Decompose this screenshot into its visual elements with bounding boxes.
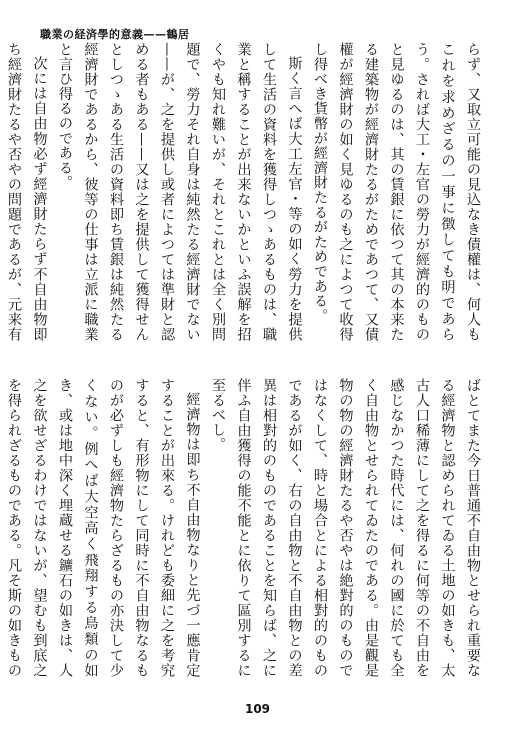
paragraph: 次には自由物必ず經濟財たらず不自由物即ち經濟財たるや否やの問題であるが、元来有 — [6, 42, 48, 342]
page-number: 109 — [244, 702, 271, 716]
paragraph: 經濟物は即ち不自由物なりと先づ一應肯定することが出來る。けれども委細に之を考究すると、有形物にして同時に不自由物なるものが必ずしも經濟物たらざるもの亦決して少くない。例へば大空高く飛翔する鳥類の如き、或は地中深く埋蔵せる鑛石の如きは、人之を欲せざるわけではないが、望むも到底之を得られざるものである。凡そ斯の如きもの — [6, 378, 201, 678]
lower-text-block — [6, 378, 485, 678]
paragraph: ばとてまた今日普通不自由物とせられ重要なる經濟物と認められてゐる土地の如きも、太古人口稀薄にして之を得るに何等の不自由を感じなかつた時代には、何れの國に於ても全く自由物とせられてゐたのである。由是觀是物の物の經濟財たるや否やは絶對的のものではなくして、時と場合とによる相對的のものであるが如く、右の自由物と不自由物との差異は相對的のものであることを知らば、之に伴ふ自由獲得の能不能とに依りて區別するに至るべし。 — [210, 378, 481, 678]
paragraph: らず、又取立可能の見込なき債權は、何人もこれを求めざるの一事に徴しても明であらう。されば大工・左官の勞力が經濟的のものと見ゆるのは、其の賃銀に依つて其の本来たる建築物が經濟財たるがためであつて、又債權が經濟財の如く見ゆるのも之によつて收得し得べき貨幣が經濟財たるがためである。 — [312, 42, 481, 342]
upper-text-block — [6, 42, 485, 342]
paragraph: 斯く言へば大工左官・等の如く勞力を提供して生活の資料を獲得しつゝあるものは、職業と稱することが出来ないかといふ誤解を招くやも知れ難いが、それとこれとは全く別問題で、勞力それ自身は純然たる經濟財でない——が、之を提供し或者によつては準財と認める者もある——又は之を提供して獲得せんとしつゝある生活の資料即ち賃銀は純然たる經濟財であるから、彼等の仕事は立派に職業と言ひ得るのである。 — [57, 42, 303, 342]
running-header: 職業の経済學的意義——鶴居 — [40, 28, 190, 41]
